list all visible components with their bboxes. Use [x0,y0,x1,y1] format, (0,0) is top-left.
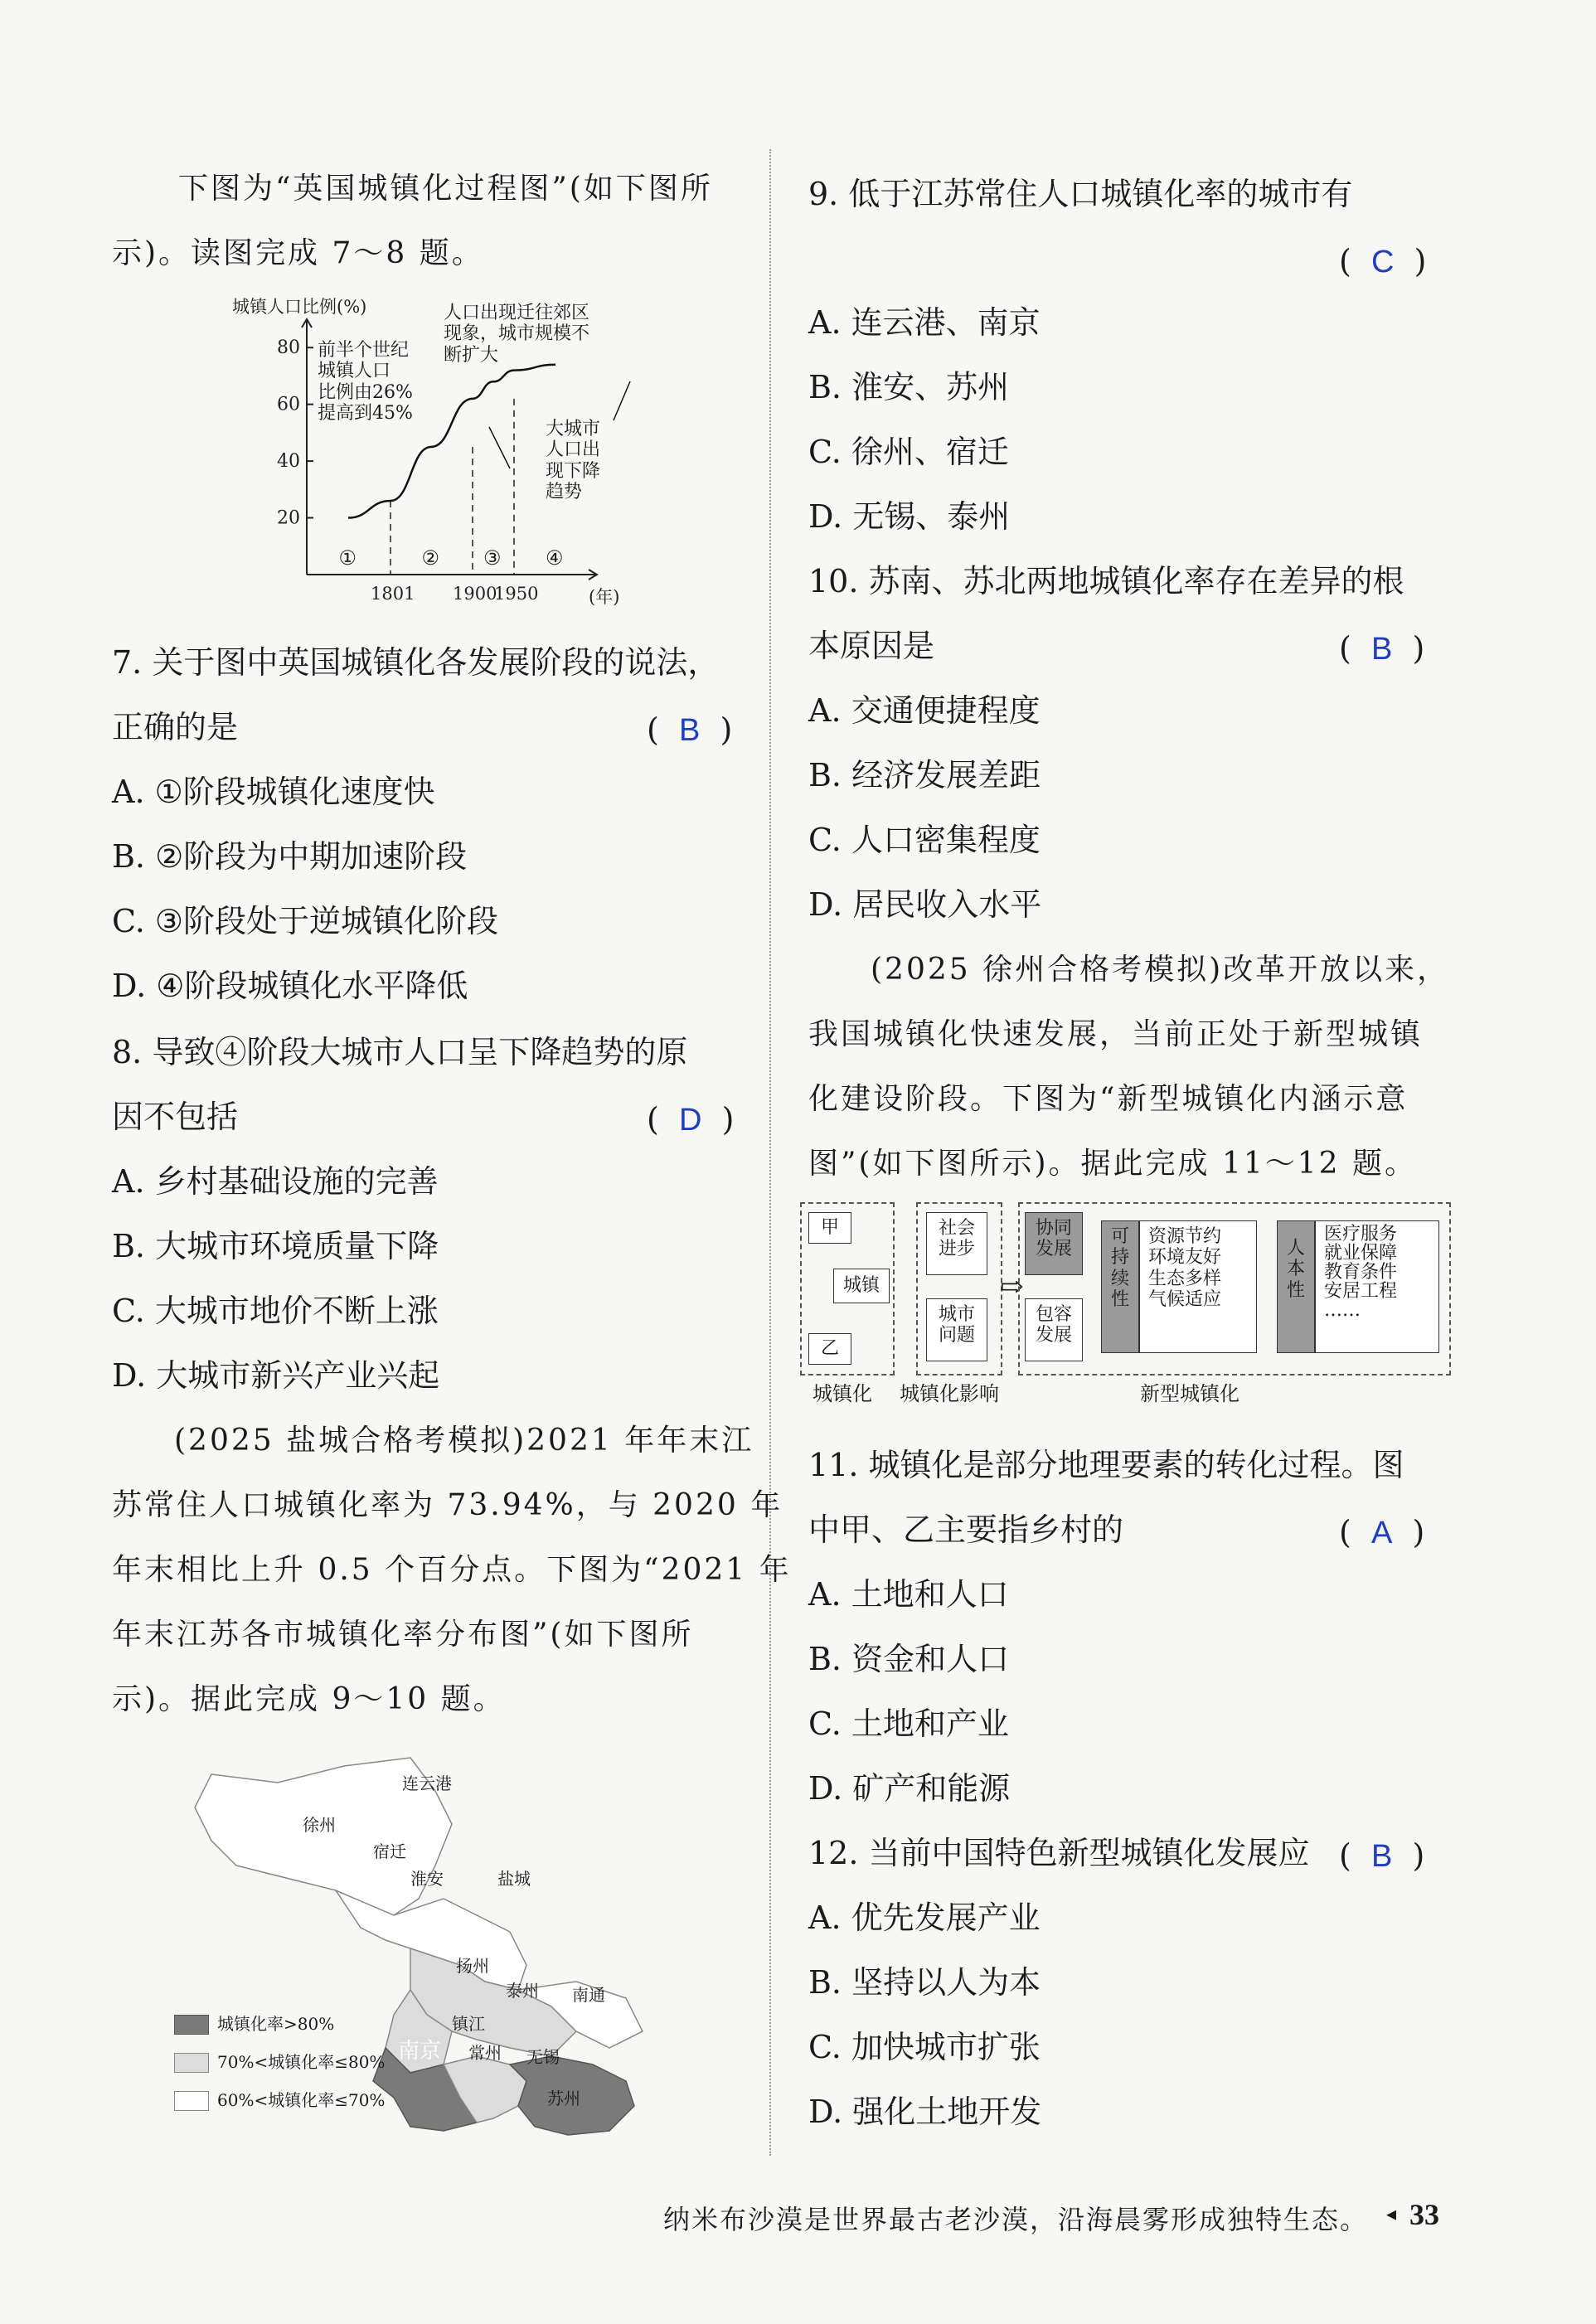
legend-swatch-dark [174,2015,209,2035]
map-city-lianyungang: 连云港 [402,1773,452,1793]
x-unit-label: (年) [589,587,620,607]
map-city-xuzhou: 徐州 [303,1815,336,1835]
intro3-line1: (2025 徐州合格考模拟)改革开放以来， [871,953,1450,987]
q7-option-b: B. ②阶段为中期加速阶段 [112,838,468,875]
q12-option-b: B. 坚持以人为本 [808,1964,1041,2001]
diagram-shehui: 社会 进步 [926,1212,987,1275]
stage-label: ② [421,546,440,570]
q9-option-a: A. 连云港、南京 [808,304,1041,341]
q10-stem: 10. 苏南、苏北两地城镇化率存在差异的根 [808,563,1404,599]
q10-stem2: 本原因是 [808,628,935,664]
map-city-huaian: 淮安 [410,1869,444,1889]
triangle-icon: ◂ [1386,2202,1397,2225]
x-tick-label: 1950 [494,584,539,604]
q9-stem: 9. 低于江苏常住人口城镇化率的城市有 [808,176,1353,212]
q8-stem: 8. 导致④阶段大城市人口呈下降趋势的原 [112,1034,688,1070]
diagram-resources: 资源节约 环境友好 生态多样 气候适应 [1139,1220,1257,1353]
diagram-kechixu: 可 持 续 性 [1101,1220,1139,1353]
stage-label: ① [338,546,357,570]
chart-ylabel: 城镇人口比例(%) [232,297,367,317]
legend-label-2: 70%<城镇化率≤80% [217,2052,386,2072]
q11-answer: ( A ) [1339,1514,1425,1550]
map-city-yangzhou: 扬州 [456,1956,489,1976]
intro2-line5: 示)。据此完成 9～10 题。 [112,1682,506,1716]
diagram-xietong: 协同 发展 [1025,1212,1083,1275]
jiangsu-map [162,1749,692,2139]
q11-option-c: C. 土地和产业 [808,1705,1009,1742]
map-city-suzhou: 苏州 [547,2089,580,2108]
legend-label-1: 城镇化率>80% [217,2014,335,2034]
q8-option-d: D. 大城市新兴产业兴起 [112,1357,440,1394]
q9-option-b: B. 淮安、苏州 [808,369,1010,405]
y-tick-label: 60 [277,394,300,415]
stage-label: ③ [483,546,502,570]
intro1-line1: 下图为“英国城镇化过程图”(如下图所 [178,172,713,206]
y-tick-label: 40 [277,451,300,473]
chart-annotation-3: 大城市 人口出 现下降 趋势 [546,419,601,502]
map-city-taizhou: 泰州 [506,1981,539,2001]
q8-stem2: 因不包括 [112,1099,239,1135]
intro2-line1: (2025 盐城合格考模拟)2021 年年末江 [174,1424,754,1458]
y-tick-label: 20 [277,507,300,529]
map-city-zhenjiang: 镇江 [452,2014,485,2034]
q9-answer: ( C ) [1339,243,1427,279]
q12-option-c: C. 加快城市扩张 [808,2029,1041,2065]
map-city-nantong: 南通 [572,1985,605,2005]
q10-option-a: A. 交通便捷程度 [808,692,1041,729]
diagram-baorong: 包容 发展 [1025,1298,1083,1361]
q9-option-c: C. 徐州、宿迁 [808,434,1009,470]
q7-stem: 7. 关于图中英国城镇化各发展阶段的说法， [112,644,720,681]
map-svg [162,1749,692,2139]
q10-option-c: C. 人口密集程度 [808,822,1041,858]
column-divider [769,149,771,2156]
map-city-changzhou: 常州 [468,2043,502,2063]
legend-swatch-white [174,2091,209,2111]
intro2-line2: 苏常住人口城镇化率为 73.94%，与 2020 年 [112,1488,783,1522]
q12-stem: 12. 当前中国特色新型城镇化发展应 [808,1835,1310,1871]
q8-option-b: B. 大城市环境质量下降 [112,1228,439,1264]
intro1-line2: 示)。读图完成 7～8 题。 [112,236,484,270]
diagram-renben: 人 本 性 [1277,1220,1315,1353]
diagram-chengzhen: 城镇 [833,1269,890,1303]
annotation-pointer-1 [489,427,510,468]
q11-option-a: A. 土地和人口 [808,1576,1009,1613]
map-city-suqian: 宿迁 [373,1841,406,1861]
q7-option-c: C. ③阶段处于逆城镇化阶段 [112,903,498,939]
diagram-services: 医疗服务 就业保障 教育条件 安居工程 …… [1315,1220,1439,1353]
page-number: 33 [1409,2198,1439,2231]
q8-option-c: C. 大城市地价不断上涨 [112,1293,439,1329]
intro3-line2: 我国城镇化快速发展，当前正处于新型城镇 [808,1017,1424,1051]
chart-annotation-2: 人口出现迁往郊区 现象，城市规模不 断扩大 [444,303,590,366]
intro2-line3: 年末相比上升 0.5 个百分点。下图为“2021 年 [112,1553,792,1587]
map-city-yancheng: 盐城 [497,1869,531,1889]
q10-answer: ( B ) [1339,630,1425,667]
intro3-line3: 化建设阶段。下图为“新型城镇化内涵示意 [808,1082,1409,1116]
stage-label: ④ [546,546,564,570]
map-city-nanjing: 南京 [398,2039,442,2064]
q9-option-d: D. 无锡、泰州 [808,498,1011,535]
legend-swatch-light [174,2053,209,2073]
x-tick-label: 1801 [371,584,415,604]
y-tick-label: 80 [277,337,300,359]
x-tick-label: 1900 [453,584,497,604]
intro2-line4: 年末江苏各市城镇化率分布图”(如下图所 [112,1618,694,1652]
q12-option-d: D. 强化土地开发 [808,2094,1042,2130]
q7-stem2: 正确的是 [112,709,239,745]
diagram-label-3: 新型城镇化 [1140,1382,1239,1405]
q7-answer: ( B ) [647,711,733,748]
diagram-yi: 乙 [808,1333,851,1365]
intro3-line4: 图”(如下图所示)。据此完成 11～12 题。 [808,1147,1417,1181]
q11-option-b: B. 资金和人口 [808,1641,1010,1677]
annotation-pointer-2 [614,381,630,420]
q8-answer: ( D ) [647,1101,735,1138]
diagram-label-1: 城镇化 [813,1382,872,1405]
q11-stem2: 中甲、乙主要指乡村的 [808,1511,1124,1548]
arrow-icon: ⇨ [1000,1270,1024,1303]
q11-stem: 11. 城镇化是部分地理要素的转化过程。图 [808,1447,1404,1483]
q10-option-b: B. 经济发展差距 [808,757,1041,793]
diagram-chengshi: 城市 问题 [926,1298,987,1361]
chart-annotation-1: 前半个世纪 城镇人口 比例由26% 提高到45% [318,340,413,424]
legend-label-3: 60%<城镇化率≤70% [217,2090,386,2110]
diagram-jia: 甲 [808,1212,851,1244]
q12-answer: ( B ) [1339,1837,1425,1874]
q10-option-d: D. 居民收入水平 [808,886,1042,923]
q7-option-a: A. ①阶段城镇化速度快 [112,774,435,810]
q12-option-a: A. 优先发展产业 [808,1899,1041,1936]
footer-text: 纳米布沙漠是世界最古老沙漠，沿海晨雾形成独特生态。 [663,2204,1369,2235]
map-city-wuxi: 无锡 [526,2047,560,2067]
q7-option-d: D. ④阶段城镇化水平降低 [112,968,468,1004]
q8-option-a: A. 乡村基础设施的完善 [112,1163,439,1200]
diagram-label-2: 城镇化影响 [900,1382,999,1405]
q11-option-d: D. 矿产和能源 [808,1770,1011,1807]
